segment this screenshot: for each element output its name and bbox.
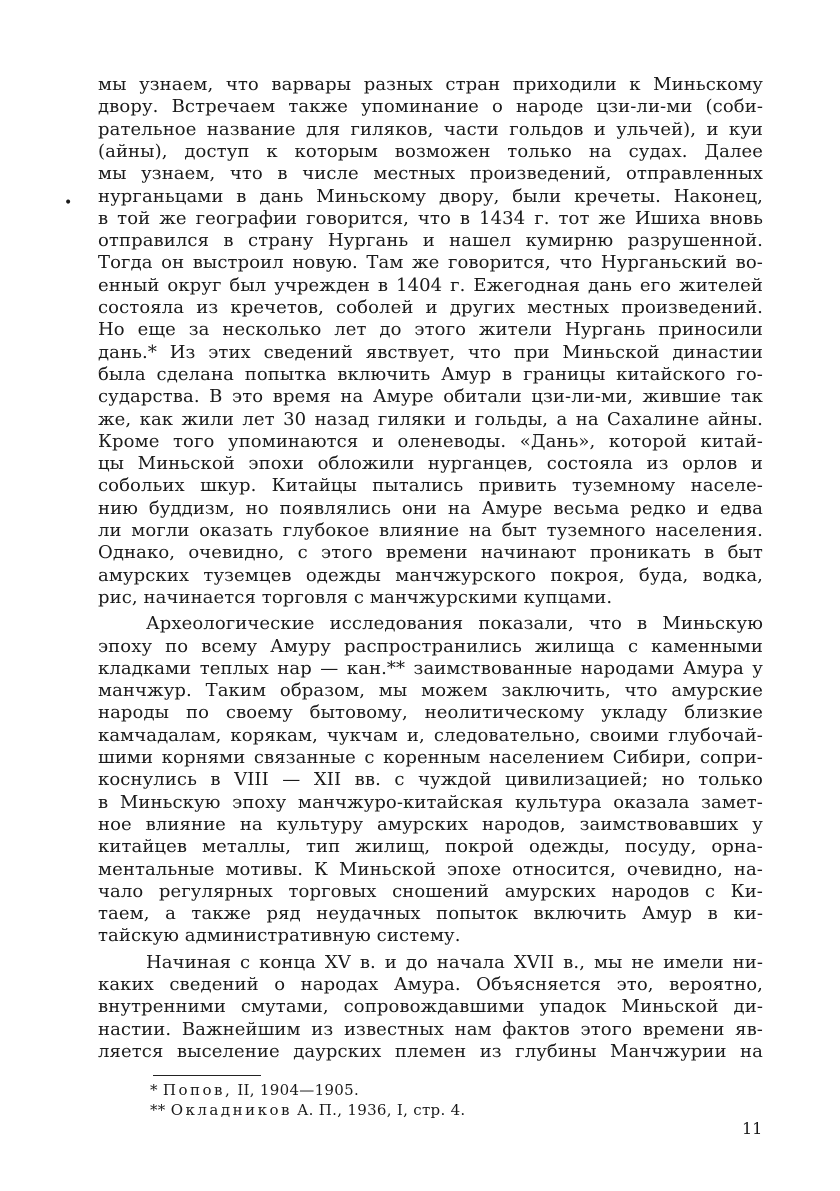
text-line: нурганьцами в дань Миньскому двору, были кречеты. Наконец, bbox=[98, 185, 763, 207]
text-line: ли могли оказать глубокое влияние на быт туземного населения. bbox=[98, 520, 763, 541]
text-line: Но еще за несколько лет до этого жители Нургань приносили bbox=[98, 319, 763, 341]
text-line: отправился в страну Нургань и нашел кумирню разрушенной. bbox=[98, 230, 763, 252]
text-line: Тогда он выстроил новую. Там же говорится, что Нурганьский во- bbox=[98, 252, 763, 274]
text-line: внутренними смутами, сопровождавшими упадок Миньской ди- bbox=[98, 996, 763, 1018]
footnote-mark: * bbox=[150, 1081, 158, 1099]
text-line: ляется выселение даурских племен из глубины Манчжурии на bbox=[98, 1040, 763, 1062]
text-line: цы Миньской эпохи обложили нурганцев, состояла из орлов и bbox=[98, 453, 763, 475]
text-line: двору. Встречаем также упоминание о народе цзи-ли-ми (соби- bbox=[98, 96, 763, 118]
text-line: ное влияние на культуру амурских народов, заимствовавших у bbox=[98, 813, 763, 835]
text-line: камчадалам, корякам, чукчам и, следовательно, своими глубочай- bbox=[98, 724, 763, 746]
text-line: эпоху по всему Амуру распространились жилища с каменными bbox=[98, 635, 763, 657]
text-line: енный округ был учрежден в 1404 г. Ежегодная дань его жителей bbox=[98, 274, 763, 296]
text-line: мы узнаем, что варвары разных стран приходили к Миньскому bbox=[98, 74, 763, 95]
footnote-1 bbox=[150, 1079, 359, 1101]
text-line: (айны), доступ к которым возможен только на судах. Далее bbox=[98, 140, 763, 162]
text-line: рательное название для гиляков, части гольдов и ульчей), и куи bbox=[98, 118, 763, 140]
text-line: мы узнаем, что в числе местных произведений, отправленных bbox=[98, 163, 763, 185]
text-line: нию буддизм, но появлялись они на Амуре весьма редко и едва bbox=[98, 497, 763, 519]
page-number: 11 bbox=[742, 1119, 763, 1138]
text-line: в Миньскую эпоху манчжуро-китайская культура оказала замет- bbox=[98, 791, 763, 813]
footnote-mark: ** bbox=[150, 1101, 166, 1119]
margin-mark: • bbox=[64, 195, 73, 211]
text-line: Кроме того упоминаются и оленеводы. «Дань», которой китай- bbox=[98, 430, 763, 452]
text-line: шими корнями связанные с коренным населением Сибири, сопри- bbox=[98, 747, 763, 768]
footnote-text: II, 1904—1905. bbox=[237, 1081, 360, 1099]
footnote-author: Окладников bbox=[170, 1101, 292, 1119]
text-line: собольих шкур. Китайцы пытались привить туземному населе- bbox=[98, 475, 763, 497]
footnote-text: А. П., 1936, I, стр. 4. bbox=[297, 1101, 466, 1119]
text-line: состояла из кречетов, соболей и других местных произведений. bbox=[98, 297, 763, 318]
paragraph-start-line: Археологические исследования показали, что в Миньскую bbox=[146, 613, 763, 635]
text-line: таем, а также ряд неудачных попыток включить Амур в ки- bbox=[98, 903, 763, 925]
footnote-2 bbox=[150, 1099, 466, 1121]
text-line: кладками теплых нар — кан.** заимствованные народами Амура у bbox=[98, 657, 763, 679]
text-line: ментальные мотивы. К Миньской эпохе относится, очевидно, на- bbox=[98, 858, 763, 880]
text-line: Однако, очевидно, с этого времени начинают проникать в быт bbox=[98, 542, 763, 564]
text-line: коснулись в VIII — XII вв. с чуждой цивилизацией; но только bbox=[98, 769, 763, 791]
paragraph-start-line: Начиная с конца XV в. и до начала XVII в., мы не имели ни- bbox=[146, 951, 763, 973]
footnote-author: Попов, bbox=[162, 1081, 233, 1099]
text-line: народы по своему бытовому, неолитическому укладу близкие bbox=[98, 702, 763, 724]
text-line: амурских туземцев одежды манчжурского покроя, буда, водка, bbox=[98, 564, 763, 586]
text-line: манчжур. Таким образом, мы можем заключить, что амурские bbox=[98, 680, 763, 702]
text-line: была сделана попытка включить Амур в границы китайского го- bbox=[98, 363, 763, 385]
text-line: же, как жили лет 30 назад гиляки и гольды, а на Сахалине айны. bbox=[98, 408, 763, 430]
text-line: дань.* Из этих сведений явствует, что при Миньской династии bbox=[98, 341, 763, 363]
footnote-rule bbox=[153, 1075, 261, 1076]
text-line: рис, начинается торговля с манчжурскими купцами. bbox=[98, 586, 613, 608]
text-line: тайскую административную систему. bbox=[98, 925, 461, 947]
text-line: китайцев металлы, тип жилищ, покрой одежды, посуду, орна- bbox=[98, 836, 763, 858]
text-line: в той же географии говорится, что в 1434 г. тот же Ишиха вновь bbox=[98, 207, 763, 229]
text-line: настии. Важнейшим из известных нам фактов этого времени яв- bbox=[98, 1018, 763, 1040]
text-line: сударства. В это время на Амуре обитали цзи-ли-ми, жившие так bbox=[98, 386, 763, 408]
text-line: чало регулярных торговых сношений амурских народов с Ки- bbox=[98, 880, 763, 902]
text-line: каких сведений о народах Амура. Объясняется это, вероятно, bbox=[98, 974, 763, 995]
